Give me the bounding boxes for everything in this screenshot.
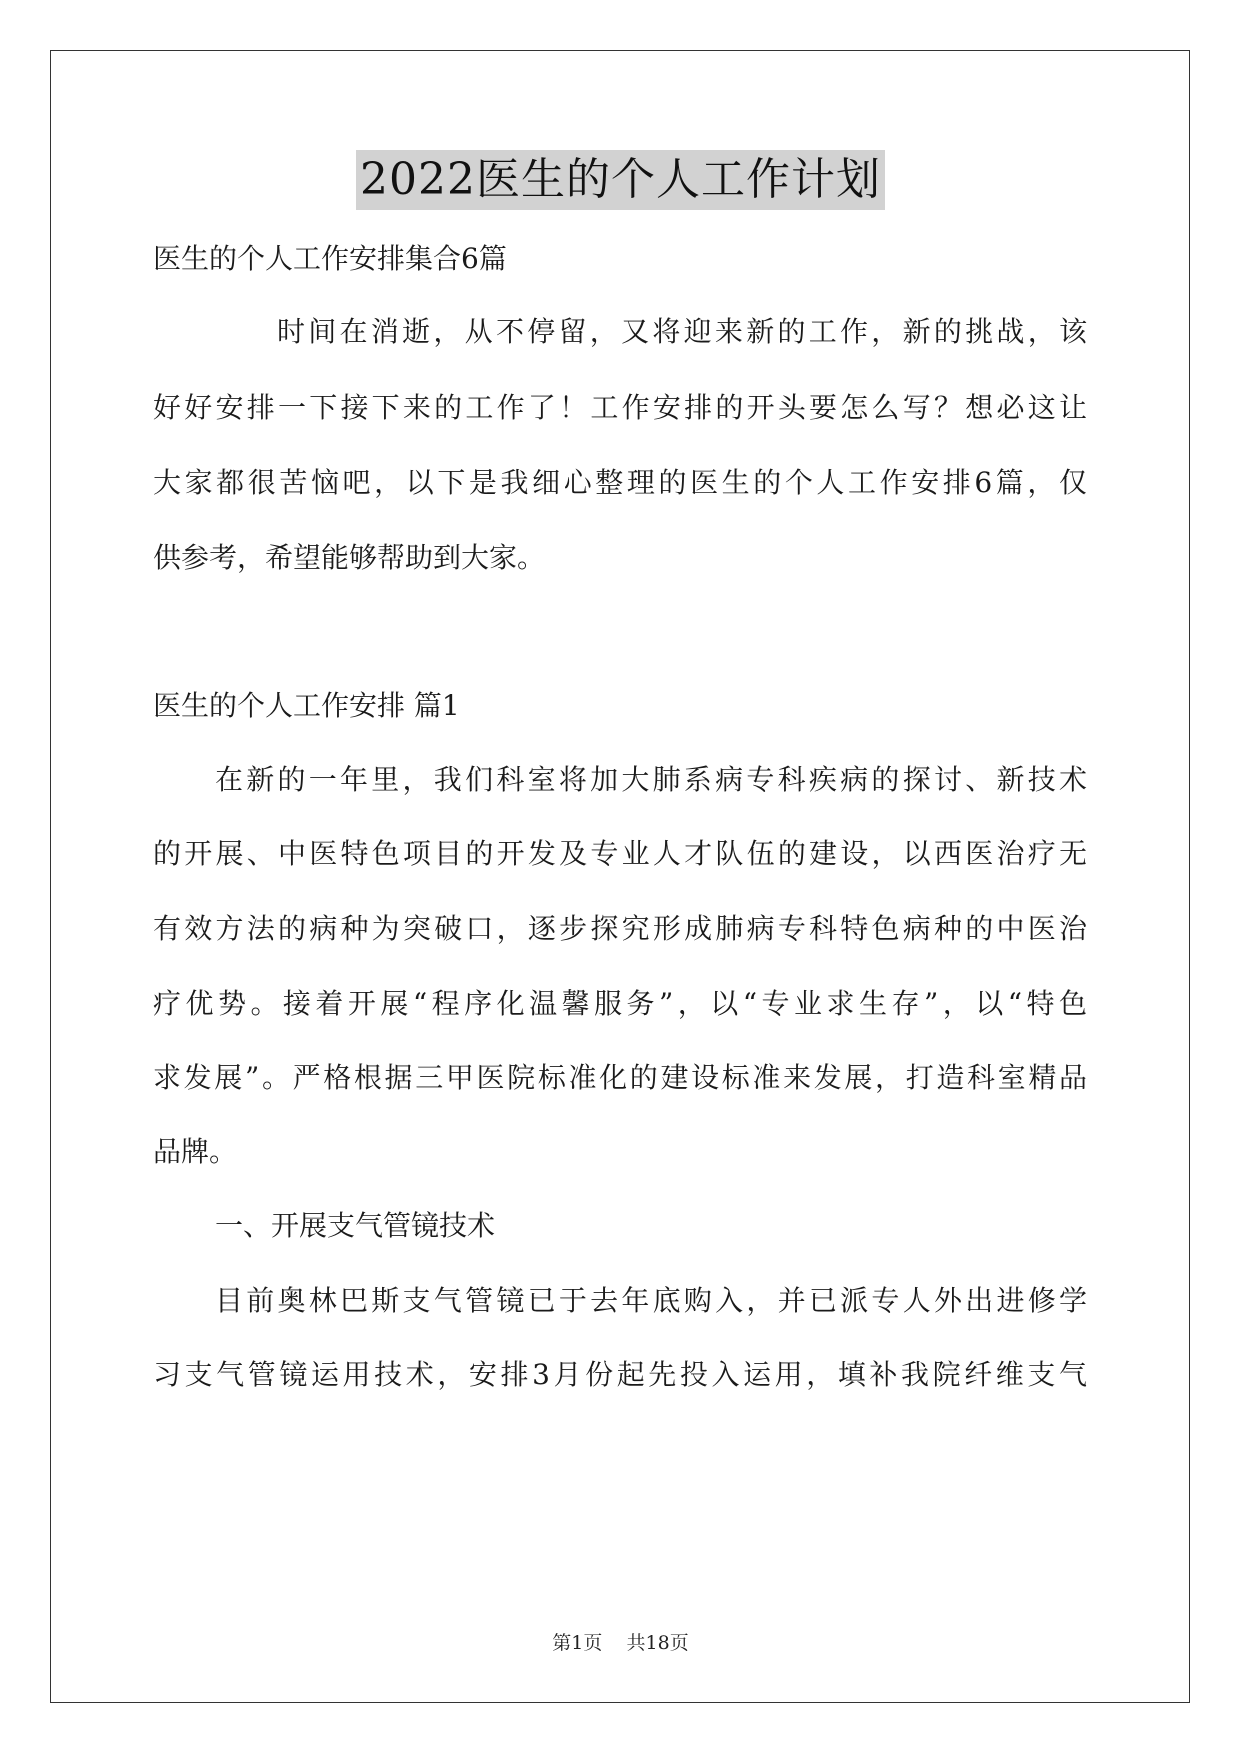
section-line: 有效方法的病种为突破口，逐步探究形成肺病专科特色病种的中医治 — [153, 912, 1087, 945]
section-line: 品牌。 — [153, 1135, 238, 1168]
section-line: 在新的一年里，我们科室将加大肺系病专科疾病的探讨、新技术 — [215, 763, 1087, 796]
intro-line: 大家都很苦恼吧，以下是我细心整理的医生的个人工作安排6篇，仅 — [153, 466, 1087, 499]
title-wrapper — [0, 150, 1241, 210]
intro-line: 供参考，希望能够帮助到大家。 — [153, 541, 546, 574]
section-line: 的开展、中医特色项目的开发及专业人才队伍的建设，以西医治疗无 — [153, 837, 1087, 870]
section-heading: 医生的个人工作安排 篇1 — [153, 689, 460, 722]
section-line: 疗优势。接着开展“程序化温馨服务”，以“专业求生存”，以“特色 — [153, 987, 1087, 1020]
subheading: 一、开展支气管镜技术 — [215, 1209, 496, 1242]
section-line: 求发展”。严格根据三甲医院标准化的建设标准来发展，打造科室精品 — [153, 1061, 1087, 1094]
subsection-line: 目前奥林巴斯支气管镜已于去年底购入，并已派专人外出进修学 — [215, 1284, 1087, 1317]
page-number-footer: 第1页 共18页 — [552, 1632, 689, 1654]
intro-line: 好好安排一下接下来的工作了！工作安排的开头要怎么写？想必这让 — [153, 391, 1087, 424]
page-border — [50, 50, 1190, 1703]
document-subtitle: 医生的个人工作安排集合6篇 — [153, 242, 507, 275]
subsection-line: 习支气管镜运用技术，安排3月份起先投入运用，填补我院纤维支气 — [153, 1358, 1087, 1391]
intro-line: 时间在消逝，从不停留，又将迎来新的工作，新的挑战，该 — [277, 315, 1087, 348]
document-title: 2022医生的个人工作计划 — [356, 150, 885, 210]
